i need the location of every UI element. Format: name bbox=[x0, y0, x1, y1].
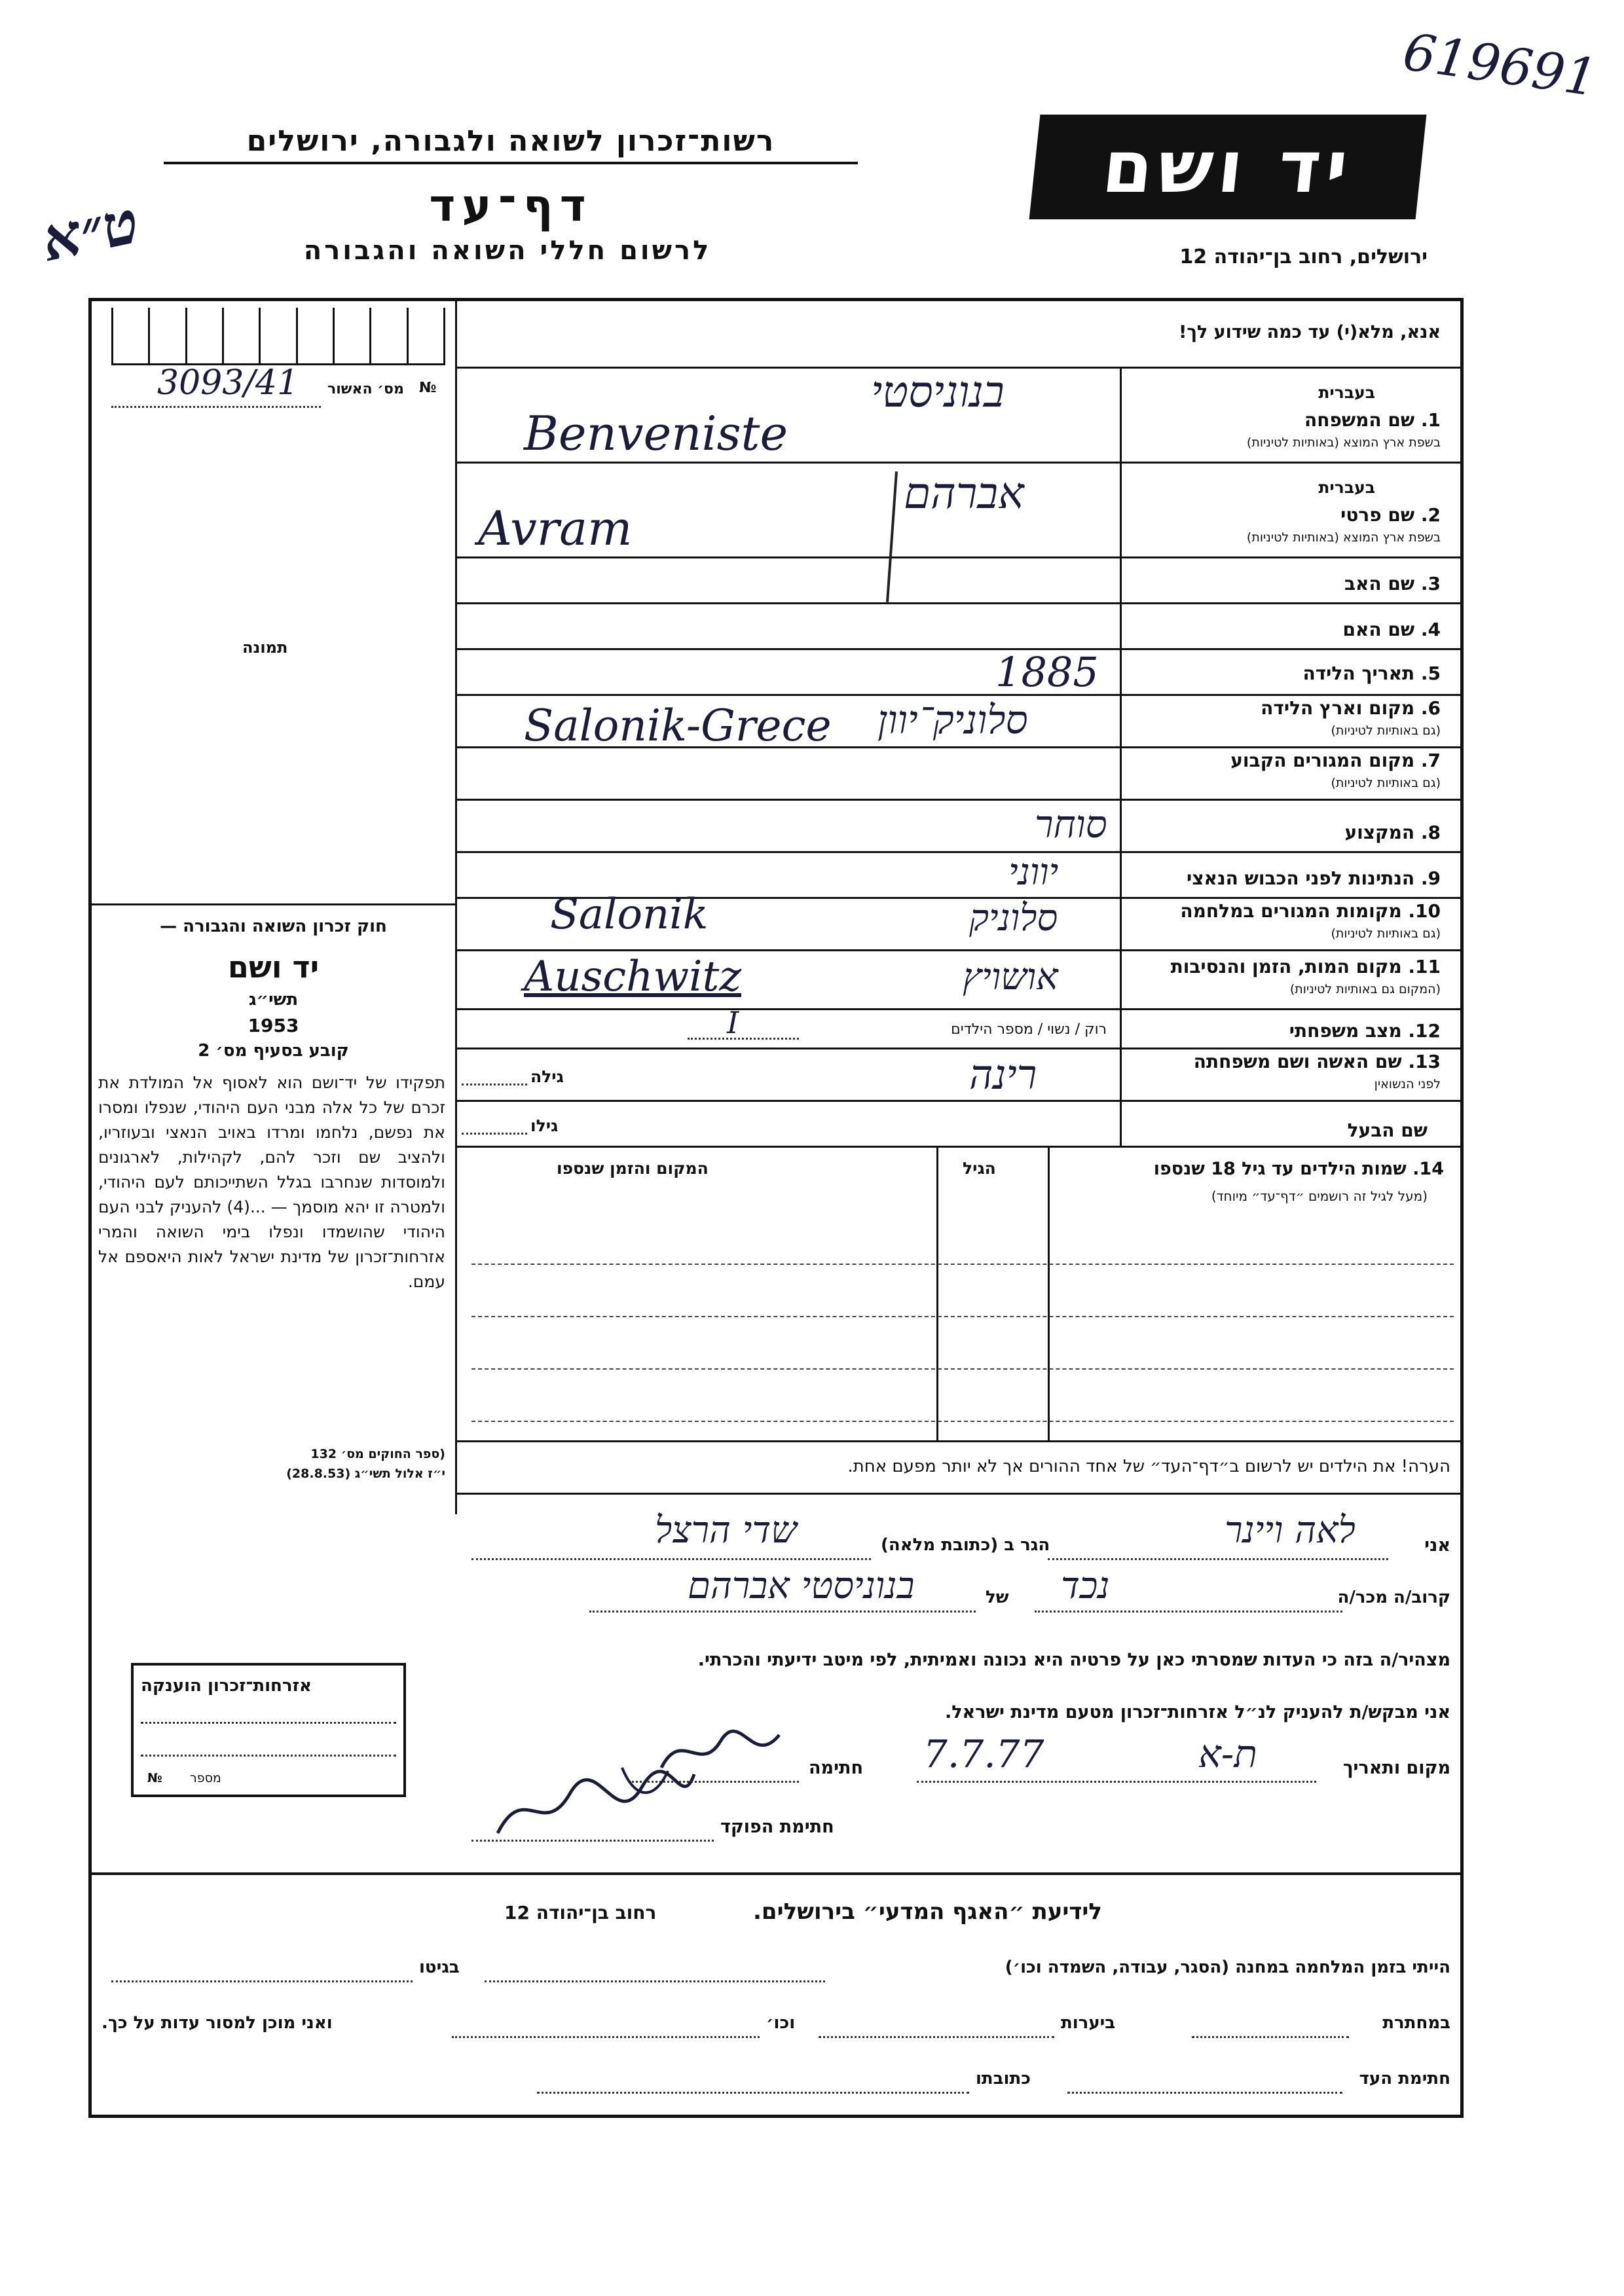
children-row-4 bbox=[471, 1421, 1454, 1422]
relation-line bbox=[1035, 1611, 1342, 1613]
first-name-hebrew: אברהם bbox=[904, 468, 1024, 519]
footer-underground-line bbox=[1192, 2036, 1349, 2038]
field-2-hebrew: בעברית bbox=[1318, 478, 1375, 497]
field-1-label: 1. שם המשפחה bbox=[1304, 409, 1441, 431]
law-title: חוק זכרון השואה והגבורה — bbox=[160, 917, 387, 936]
footer-etc-line bbox=[452, 2036, 760, 2038]
relation-value: נכד bbox=[1061, 1565, 1110, 1607]
tick-strip bbox=[111, 308, 445, 365]
row-line-4 bbox=[455, 648, 1464, 650]
footer-camp-line bbox=[485, 1980, 825, 1982]
decl-of: של bbox=[986, 1588, 1009, 1607]
footer-forests-line bbox=[819, 2036, 1054, 2038]
citizenship-line-1 bbox=[141, 1722, 396, 1724]
corner-mark: ט״א bbox=[36, 187, 145, 276]
field-9-label: 9. הנתינות לפני הכבוש הנאצי bbox=[1187, 867, 1441, 889]
first-name-latin: Avram bbox=[478, 501, 633, 556]
children-count: I bbox=[727, 1005, 739, 1040]
law-text: תפקידו של יד־ושם הוא לאסוף אל המולדת את זכרם של כל אלה מבני העם היהודי, שנפלו ומסרו את נפשם, נלחמו ומרדו באויב הנאצי ובעוזריו, ולהציב שם וזכר להם, לקהילות, לארגונים ולמוסדות שנחרבו בגלל השתייכותם לעם היהודי, ולמטרה זו יהא מוסמך — ...(4) להעניק לבני העם היהודי שהושמדו ונפלו בימי השואה והמרי אזרחות־זכרון של מדינת ישראל לאות היאספם אל עמם. bbox=[98, 1073, 445, 1291]
citizenship-no: № bbox=[147, 1771, 162, 1785]
field-2-label: 2. שם פרטי bbox=[1340, 504, 1441, 526]
decl-resides: הגר ב (כתובת מלאה) bbox=[881, 1535, 1050, 1555]
approval-line bbox=[111, 406, 321, 408]
approval-value: 3093/41 bbox=[157, 363, 299, 403]
footer-witness-sig: חתימת העד bbox=[1359, 2069, 1450, 2088]
field-13-sub: לפני הנשואין bbox=[1374, 1077, 1441, 1091]
footer-divider bbox=[90, 1872, 1462, 1875]
law-year-hebrew: תשי״ג bbox=[248, 990, 299, 1010]
footer-address-line bbox=[537, 2092, 969, 2094]
decl-request: אני מבקש/ת להעניק לנ״ל אזרחות־זכרון מטעם מדינת ישראל. bbox=[944, 1702, 1450, 1722]
decl-signature: חתימה bbox=[809, 1758, 864, 1778]
archive-number: 619691 bbox=[1399, 22, 1601, 109]
field-5-label: 5. תאריך הלידה bbox=[1302, 663, 1441, 684]
profession-value: סוחר bbox=[1035, 802, 1107, 847]
form-instruction: אנא, מלא(י) עד כמה שידוע לך! bbox=[1179, 322, 1441, 342]
footer-ghetto-line bbox=[111, 1980, 413, 1982]
place-date-line bbox=[917, 1781, 1316, 1783]
decl-place: ת-א bbox=[1198, 1732, 1257, 1776]
footer-witness-line bbox=[1067, 2092, 1342, 2094]
wartime-place-hebrew: סלוניק bbox=[969, 897, 1058, 939]
law-date: י״ז אלול תשי״ג (28.8.53) bbox=[286, 1467, 445, 1481]
declarant-name-line bbox=[1048, 1558, 1388, 1560]
decl-officer-sig: חתימת הפוקד bbox=[720, 1817, 834, 1837]
birth-place-hebrew: סלוניק־יוון bbox=[877, 697, 1028, 743]
field-13-label: 13. שם האשה ושם משפחתה bbox=[1193, 1051, 1441, 1072]
marital-options: רוק / נשוי / מספר הילדים bbox=[951, 1021, 1107, 1038]
approval-label: מס׳ האשור bbox=[327, 381, 404, 397]
field-7-sub: (גם באותיות לטיניות) bbox=[1331, 776, 1441, 790]
field-1-hebrew: בעברית bbox=[1318, 383, 1375, 402]
footer-address: רחוב בן־יהודה 12 bbox=[504, 1902, 657, 1923]
field-10-label: 10. מקומות המגורים במלחמה bbox=[1180, 900, 1441, 922]
form-title: דף־עד bbox=[429, 180, 593, 232]
row-line-14 bbox=[455, 1146, 1464, 1148]
decl-place-date: מקום ותאריך bbox=[1342, 1758, 1450, 1778]
surname-latin: Benveniste bbox=[524, 406, 788, 461]
citizenship-number: מספר bbox=[190, 1771, 221, 1785]
field-8-label: 8. המקצוע bbox=[1344, 822, 1441, 843]
header-address: ירושלים, רחוב בן־יהודה 12 bbox=[1179, 246, 1428, 268]
wife-age-label: גילה bbox=[530, 1067, 564, 1086]
decl-ani: אני bbox=[1424, 1535, 1450, 1556]
row-line-11 bbox=[455, 1008, 1464, 1010]
officer-scribble-icon bbox=[485, 1761, 701, 1846]
wife-age-line bbox=[462, 1084, 527, 1085]
citizenship-value: יווני bbox=[1008, 851, 1059, 894]
footer-title: לידיעת ״האגף המדעי״ בירושלים. bbox=[753, 1899, 1102, 1925]
form-subtitle: לרשום חללי השואה והגבורה bbox=[303, 236, 712, 266]
children-row-1 bbox=[471, 1264, 1454, 1265]
row-line-1 bbox=[455, 462, 1464, 464]
children-place-header: המקום והזמן שנספו bbox=[557, 1159, 709, 1178]
footer-camp-label: הייתי בזמן המלחמה במחנה (הסגר, עבודה, השמדה וכו׳) bbox=[1005, 1958, 1450, 1977]
children-note: הערה! את הילדים יש לרשום ב״דף־העד״ של אחד ההורים אך לא יותר מפעם אחת. bbox=[847, 1457, 1450, 1476]
husband-label: שם הבעל bbox=[1347, 1120, 1428, 1141]
decl-statement: מצהיר/ה בזה כי העדות שמסרתי כאן על פרטיה היא נכונה ואמיתית, לפי מיטב ידיעתי והכרתי. bbox=[697, 1650, 1450, 1670]
children-line bbox=[688, 1038, 799, 1040]
birth-date: 1885 bbox=[995, 648, 1099, 696]
decl-relative: קרוב/ה מכר/ה bbox=[1337, 1588, 1450, 1607]
field-7-label: 7. מקום המגורים הקבוע bbox=[1230, 750, 1441, 771]
citizenship-title: אזרחות־זכרון הוענקה bbox=[141, 1676, 312, 1696]
law-clause: קובע בסעיף מס׳ 2 bbox=[198, 1041, 349, 1061]
field-11-sub: (המקום גם באותיות לטיניות) bbox=[1289, 982, 1441, 996]
footer-ready-label: ואני מוכן למסור עדות על כך. bbox=[101, 2013, 333, 2033]
children-table-div-1 bbox=[1048, 1146, 1050, 1440]
row-line-5 bbox=[455, 694, 1464, 696]
declarant-name: לאה ויינר bbox=[1225, 1509, 1356, 1552]
yad-vashem-logo bbox=[1029, 115, 1427, 219]
children-row-3 bbox=[471, 1368, 1454, 1370]
citizenship-line-2 bbox=[141, 1755, 396, 1757]
authority-title: רשות־זכרון לשואה ולגבורה, ירושלים bbox=[164, 124, 858, 164]
declarant-address-line bbox=[471, 1558, 871, 1560]
row-line-8 bbox=[455, 851, 1464, 853]
field-14-sub: (מעל לגיל זה רושמים ״דף־עד״ מיוחד) bbox=[1211, 1188, 1428, 1204]
law-source: (ספר החוקים מס׳ 132 bbox=[310, 1447, 445, 1461]
logo-text: יד ושם bbox=[1098, 125, 1357, 209]
subject-name: בנוניסטי אברהם bbox=[688, 1565, 915, 1607]
husband-age-line bbox=[462, 1133, 527, 1135]
husband-age-label: גילו bbox=[530, 1116, 559, 1135]
approval-no-sign: № bbox=[419, 380, 437, 396]
law-year: 1953 bbox=[248, 1015, 299, 1036]
left-column-divider bbox=[455, 300, 457, 1514]
footer-address-label: כתובתו bbox=[976, 2069, 1031, 2088]
field-12-label: 12. מצב משפחתי bbox=[1289, 1020, 1441, 1042]
footer-ghetto-label: בגיטו bbox=[419, 1958, 460, 1977]
children-table-div-2 bbox=[936, 1146, 938, 1440]
row-line-3 bbox=[455, 602, 1464, 604]
law-box-top bbox=[90, 903, 455, 905]
footer-forests-label: ביערות bbox=[1061, 2013, 1116, 2033]
row-line-13 bbox=[455, 1100, 1464, 1102]
row-line-10 bbox=[455, 949, 1464, 951]
row-line-2 bbox=[455, 556, 1464, 558]
children-age-header: הגיל bbox=[963, 1159, 996, 1178]
field-11-label: 11. מקום המות, הזמן והנסיבות bbox=[1170, 956, 1441, 977]
field-6-sub: (גם באותיות לטיניות) bbox=[1331, 723, 1441, 738]
children-table-bottom bbox=[455, 1440, 1464, 1442]
surname-hebrew: בנוניסטי bbox=[871, 367, 1005, 417]
children-row-2 bbox=[471, 1316, 1454, 1317]
field-4-label: 4. שם האם bbox=[1342, 619, 1441, 640]
wife-name: רינה bbox=[969, 1051, 1037, 1099]
footer-underground-label: במחתרת bbox=[1382, 2013, 1450, 2033]
death-place-hebrew: אושויץ bbox=[963, 956, 1058, 998]
field-3-label: 3. שם האב bbox=[1344, 573, 1441, 594]
decl-date: 7.7.77 bbox=[923, 1732, 1044, 1776]
note-bottom bbox=[455, 1493, 1464, 1495]
field-6-label: 6. מקום וארץ הלידה bbox=[1261, 697, 1441, 719]
field-2-sub: בשפת ארץ המוצא (באותיות לטיניות) bbox=[1246, 530, 1441, 545]
footer-etc-label: וכו׳ bbox=[766, 2013, 796, 2033]
field-14-label: 14. שמות הילדים עד גיל 18 שנספו bbox=[1153, 1159, 1444, 1179]
wartime-place-latin: Salonik bbox=[550, 890, 709, 939]
label-column-divider bbox=[1120, 367, 1122, 1146]
row-line-7 bbox=[455, 799, 1464, 801]
declarant-address: שדי הרצל bbox=[655, 1509, 797, 1552]
officer-signature bbox=[485, 1761, 701, 1846]
row-line-12 bbox=[455, 1048, 1464, 1049]
field-1-sub: בשפת ארץ המוצא (באותיות לטיניות) bbox=[1246, 435, 1441, 450]
law-name: יד ושם bbox=[227, 949, 320, 985]
field-10-sub: (גם באותיות לטיניות) bbox=[1331, 926, 1441, 941]
photo-label: תמונה bbox=[242, 638, 288, 657]
birth-place-latin: Salonik-Grece bbox=[524, 701, 832, 751]
officer-sig-line bbox=[471, 1840, 714, 1842]
death-place-latin: Auschwitz bbox=[524, 953, 742, 1001]
subject-line bbox=[589, 1611, 976, 1613]
